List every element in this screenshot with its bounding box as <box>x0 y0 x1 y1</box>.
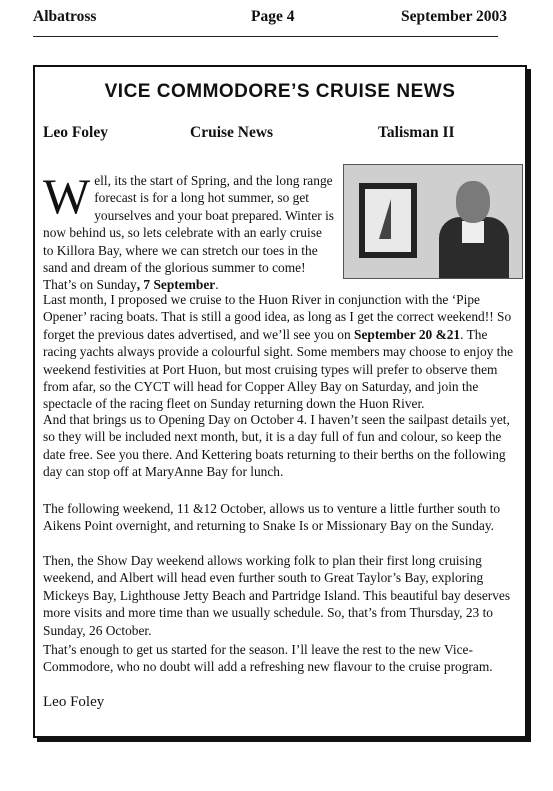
issue-date: September 2003 <box>401 8 508 25</box>
signature: Leo Foley <box>43 694 105 710</box>
paragraph-following-weekend: The following weekend, 11 &12 October, allows us to venture a little further south to Aikens Point overnight, and returning to Snake Is or Missionary Bay on the Sunday. <box>43 501 501 534</box>
p2-date: September 20 &21 <box>354 326 461 342</box>
byline-author: Leo Foley <box>43 124 108 141</box>
sailboat-icon <box>379 199 391 239</box>
byline-boat: Talisman II <box>378 124 455 141</box>
paragraph-opening-day: And that brings us to Opening Day on October 4. I haven’t seen the sailpast details yet, so they will be included next month, but, it is a day full of fun and colour, so keep the date free. See you there. And Kettering boats returning to their berths on the following day can stop off at MaryAnne Bay for lunch. <box>43 412 510 480</box>
paragraph-closing: That’s enough to get us started for the season. I’ll leave the rest to the new Vice-Commodore, who no doubt will add a refreshing new flavour to the cruise program. <box>43 642 493 675</box>
paragraph-huon: Last month, I proposed we cruise to the Huon River in conjunction with the ‘Pipe Opener’ racing boats. That is still a good idea, as long as I get the correct weekend!! So forget the previous dates advertised, and we’ll see you on September 20 &21. The racing yachts always provide a colourful sight. Some members may choose to enjoy the weekend festivities at Port Huon, but most cruising types will prefer to observe them from afar, so the CYCT will head for Copper Alley Bay on Saturday, and join the spectacle of the racing fleet on Sunday returning down the Huon River. <box>43 292 514 412</box>
drop-cap: W <box>43 168 91 224</box>
page-number: Page 4 <box>251 8 295 25</box>
painting-frame <box>359 183 417 258</box>
article-title: VICE COMMODORE’S CRUISE NEWS <box>104 81 456 102</box>
author-photo <box>343 164 523 279</box>
newsletter-name: Albatross <box>33 8 97 25</box>
page-header <box>33 8 523 32</box>
byline-section: Cruise News <box>190 124 274 141</box>
p1-text: ell, its the start of Spring, and the long range forecast is for a long hot summer, so get yourselves and your boat prepared. Winter is now behind us, so lets celebrate with an early cruise to Killora Bay, where we can stretch our toes in the sand and dream of the glorious summer to come! That’s on Sunday <box>43 173 335 293</box>
paragraph-show-day: Then, the Show Day weekend allows working folk to plan their first long cruising weekend, and Albert will head even further south to Great Taylor’s Bay, exploring Mickeys Bay, Lighthouse Jetty Beach and Partridge Island. This beautiful bay deserves more visits and more time than we usually schedule. So, that’s from Thursday, 23 to Sunday, 26 October. <box>43 553 511 638</box>
header-rule <box>33 36 498 37</box>
intro-paragraph: Well, its the start of Spring, and the long range forecast is for a long hot summer, so get yourselves and your boat prepared. Winter is now behind us, so lets celebrate with an early cruise to Killora Bay, where we can stretch our toes in the sand and dream of the glorious summer to come! That’s on Sunday, 7 September. <box>43 168 335 293</box>
article-box <box>33 65 527 738</box>
p1-date: , 7 September <box>136 277 216 293</box>
